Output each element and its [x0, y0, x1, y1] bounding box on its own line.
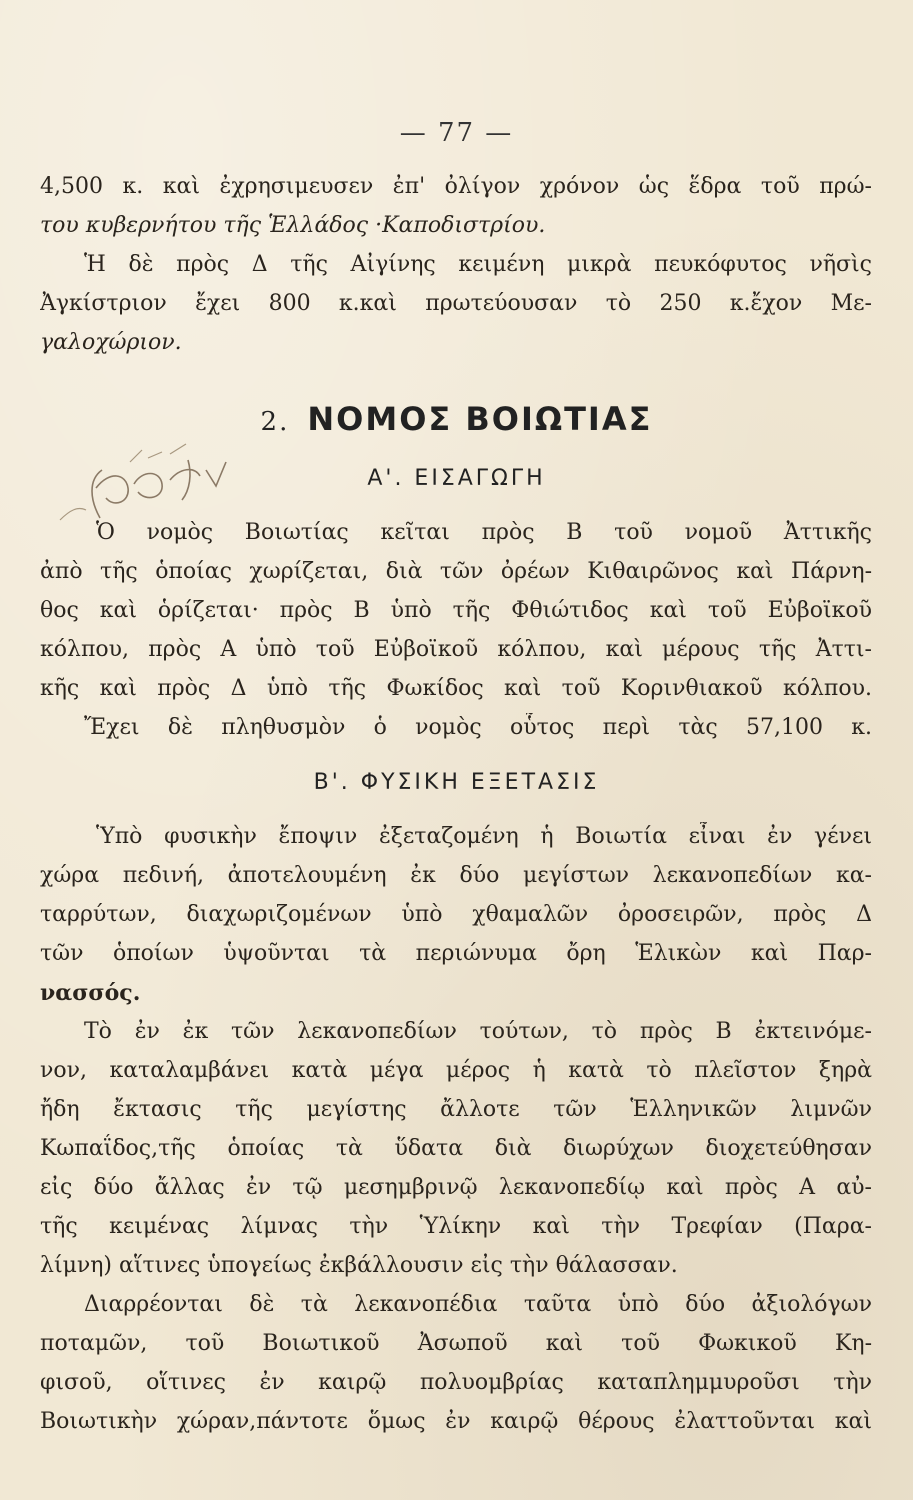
text-line: Ὑπὸ φυσικὴν ἔποψιν ἐξεταζομένη ἡ Βοιωτία εἶναι ἐν γένει	[96, 824, 872, 849]
text-line: Βοιωτικὴν χώραν,πάντοτε ὅμως ἐν καιρῷ θέρους ἐλαττοῦνται καὶ	[40, 1409, 872, 1434]
text-line: λίμνη) αἵτινες ὑπογείως ἐκβάλλουσιν εἰς τὴν θάλασσαν.	[40, 1253, 678, 1278]
subsection-heading-introduction: Α'. ΕΙΣΑΓΩΓΗ	[367, 466, 546, 491]
text-line: Ἀγκίστριον ἔχει 800 κ.καὶ πρωτεύουσαν τὸ 250 κ.ἔχον Με-	[40, 291, 872, 316]
text-line: εἰς δύο ἄλλας ἐν τῷ μεσημβρινῷ λεκανοπεδίῳ καὶ πρὸς Α αὐ-	[40, 1175, 872, 1200]
text-line: ταρρύτων, διαχωριζομένων ὑπὸ χθαμαλῶν ὀροσειρῶν, πρὸς Δ	[40, 902, 872, 927]
text-line: γαλοχώριον.	[40, 330, 182, 355]
text-line: θος καὶ ὁρίζεται· πρὸς Β ὑπὸ τῆς Φθιώτιδος καὶ τοῦ Εὐβοϊκοῦ	[40, 598, 872, 623]
page-number: — 77 —	[399, 118, 514, 148]
text-line: χώρα πεδινή, ἀποτελουμένη ἐκ δύο μεγίστων λεκανοπεδίων κα-	[40, 863, 872, 888]
text-line: Τὸ ἐν ἐκ τῶν λεκανοπεδίων τούτων, τὸ πρὸς Β ἐκτεινόμε-	[84, 1019, 872, 1044]
section-title: ΝΟΜΟΣ ΒΟΙΩΤΙΑΣ	[307, 400, 653, 438]
text-line: νον, καταλαμβάνει κατὰ μέγα μέρος ἡ κατὰ τὸ πλεῖστον ξηρὰ	[40, 1058, 872, 1083]
text-line: 4,500 κ. καὶ ἐχρησιμευσεν ἐπ' ὀλίγον χρόνον ὡς ἕδρα τοῦ πρώ-	[40, 174, 872, 199]
text-line: ἤδη ἔκτασις τῆς μεγίστης ἄλλοτε τῶν Ἑλληνικῶν λιμνῶν	[40, 1097, 872, 1122]
text-line: τῶν ὁποίων ὑψοῦνται τὰ περιώνυμα ὄρη Ἑλικὼν καὶ Παρ-	[40, 941, 872, 966]
text-line: του κυβερνήτου τῆς Ἑλλάδος ·Καποδιστρίου.	[40, 213, 546, 238]
text-line: κόλπου, πρὸς Α ὑπὸ τοῦ Εὐβοϊκοῦ κόλπου, καὶ μέρους τῆς Ἀττι-	[40, 637, 872, 662]
text-line: Ἔχει δὲ πληθυσμὸν ὁ νομὸς οὗτος περὶ τὰς 57,100 κ.	[84, 715, 872, 740]
text-line: ἀπὸ τῆς ὁποίας χωρίζεται, διὰ τῶν ὀρέων Κιθαιρῶνος καὶ Πάρνη-	[40, 559, 872, 584]
text-line: νασσός.	[40, 980, 141, 1006]
text-line: Κωπαΐδος,τῆς ὁποίας τὰ ὕδατα διὰ διωρύχων διοχετεύθησαν	[40, 1136, 872, 1161]
text-line: τῆς κειμένας λίμνας τὴν Ὑλίκην καὶ τὴν Τρεφίαν (Παρα-	[40, 1214, 872, 1239]
text-line: ποταμῶν, τοῦ Βοιωτικοῦ Ἀσωποῦ καὶ τοῦ Φωκικοῦ Κη-	[40, 1331, 872, 1356]
text-line: φισοῦ, οἵτινες ἐν καιρῷ πολυομβρίας καταπλημμυροῦσι τὴν	[40, 1370, 872, 1395]
text-line: Ἡ δὲ πρὸς Δ τῆς Αἰγίνης κειμένη μικρὰ πευκόφυτος νῆσὶς	[84, 252, 872, 277]
text-line: Διαρρέονται δὲ τὰ λεκανοπέδια ταῦτα ὑπὸ δύο ἀξιολόγων	[84, 1292, 872, 1317]
subsection-heading-physical: Β'. ΦΥΣΙΚΗ ΕΞΕΤΑΣΙΣ	[313, 770, 600, 795]
text-line: κῆς καὶ πρὸς Δ ὑπὸ τῆς Φωκίδος καὶ τοῦ Κορινθιακοῦ κόλπου.	[40, 676, 872, 701]
text-line: Ὁ νομὸς Βοιωτίας κεῖται πρὸς Β τοῦ νομοῦ Ἀττικῆς	[96, 520, 872, 545]
section-heading	[0, 400, 913, 438]
section-number: 2.	[260, 407, 290, 437]
